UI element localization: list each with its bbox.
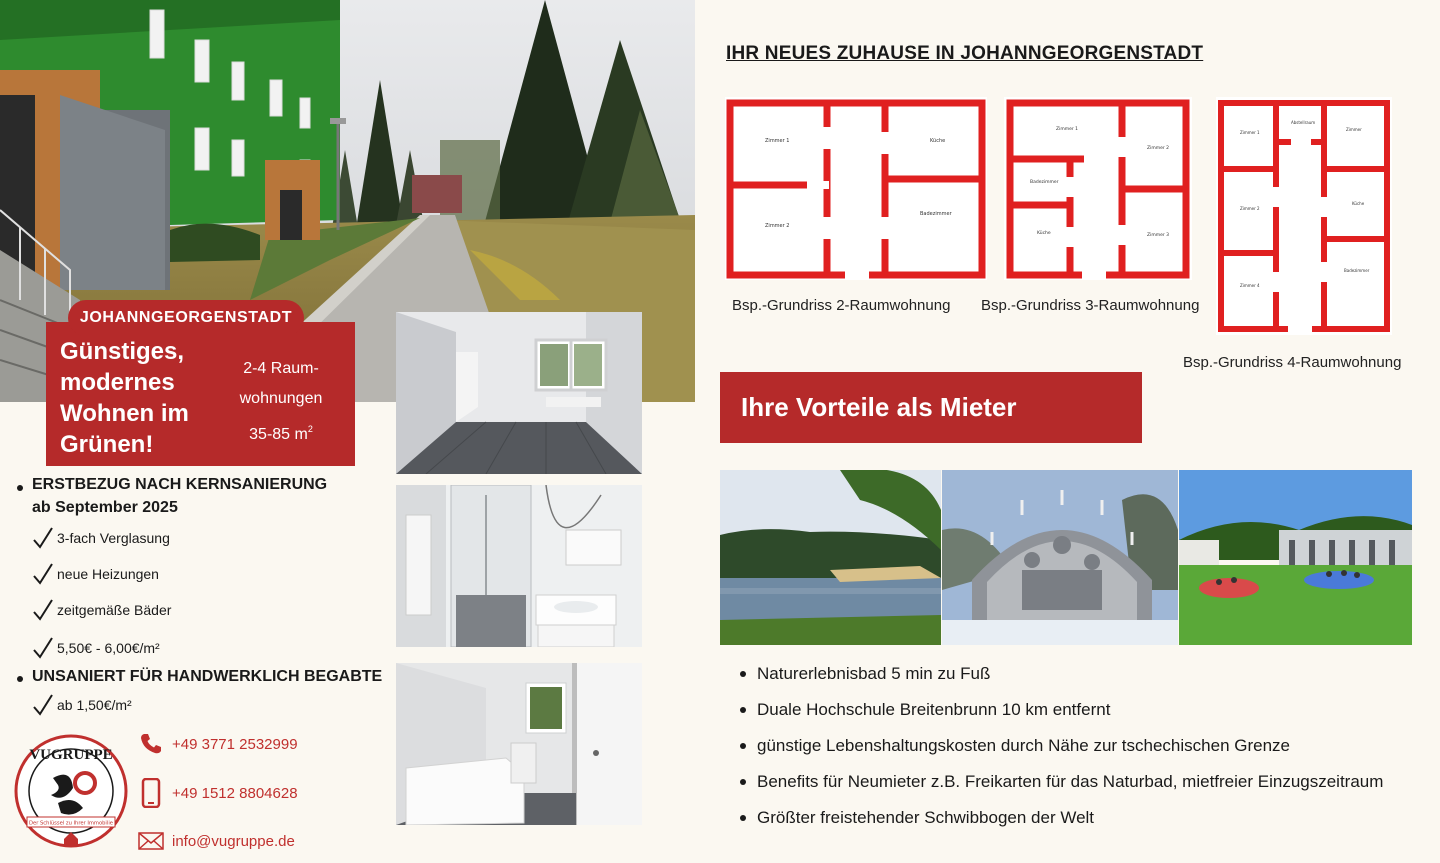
bullet-dot — [740, 743, 746, 749]
lake-photo — [720, 470, 941, 645]
feature-item: zeitgemäße Bäder — [32, 597, 171, 623]
mail-icon — [138, 828, 164, 854]
contact-email[interactable]: info@vugruppe.de — [138, 826, 295, 856]
offer-heading-unrenovated: UNSANIERT FÜR HANDWERKLICH BEGABTE — [32, 668, 383, 685]
size-range: 35-85 $m^2$ — [249, 424, 313, 443]
svg-text:Zimmer 4: Zimmer 4 — [1240, 283, 1260, 288]
svg-text:Küche: Küche — [1037, 231, 1051, 236]
mobile-phone-icon — [138, 780, 164, 806]
bullet-dot — [740, 707, 746, 713]
svg-text:Küche: Küche — [930, 138, 946, 144]
floorplan-4-rooms — [1216, 97, 1392, 335]
checkmark-icon — [32, 636, 54, 660]
checkmark-icon — [32, 526, 54, 550]
checkmark-icon — [32, 693, 54, 717]
bullet-dot — [17, 485, 23, 491]
hero-info-box — [46, 322, 355, 466]
svg-text:Zimmer 1: Zimmer 1 — [1056, 127, 1079, 132]
svg-text:Zimmer 2: Zimmer 2 — [1240, 206, 1260, 211]
company-logo — [13, 733, 129, 849]
bullet-dot — [740, 671, 746, 677]
hero-apartment-info — [222, 354, 340, 450]
floorplan-caption: Bsp.-Grundriss 2-Raumwohnung — [732, 297, 951, 314]
svg-text:Zimmer 2: Zimmer 2 — [1147, 146, 1170, 151]
advantage-item: Größter freistehender Schwibbogen der Welt — [740, 805, 1094, 831]
offer-heading-renovated: ERSTBEZUG NACH KERNSANIERUNG — [32, 476, 328, 493]
svg-text:Abstellraum: Abstellraum — [1291, 120, 1316, 125]
advantages-heading: Ihre Vorteile als Mieter — [720, 372, 1142, 443]
svg-text:Zimmer 2: Zimmer 2 — [765, 223, 790, 229]
feature-item: 5,50€ - 6,00€/m² — [32, 635, 160, 661]
room-photo-bathroom — [396, 485, 642, 647]
contact-phone[interactable]: +49 3771 2532999 — [138, 729, 298, 759]
offer-subheading-date: ab September 2025 — [32, 499, 178, 516]
svg-text:Küche: Küche — [1352, 201, 1365, 206]
advantage-item: Benefits für Neumieter z.B. Freikarten für das Naturbad, mietfreier Einzugszeitraum — [740, 769, 1383, 795]
svg-text:Zimmer 1: Zimmer 1 — [765, 138, 790, 144]
checkmark-icon — [32, 598, 54, 622]
contact-mobile[interactable]: +49 1512 8804628 — [138, 778, 298, 808]
advantage-item: Naturerlebnisbad 5 min zu Fuß — [740, 661, 990, 687]
campus-photo — [1179, 470, 1412, 645]
svg-text:Zimmer: Zimmer — [1346, 127, 1362, 132]
svg-text:VUGRUPPE: VUGRUPPE — [29, 747, 113, 763]
checkmark-icon — [32, 562, 54, 586]
apartment-types: 2-4 Raum-wohnungen — [239, 360, 323, 407]
bullet-dot — [740, 815, 746, 821]
floorplan-caption: Bsp.-Grundriss 4-Raumwohnung — [1183, 354, 1402, 371]
hero-title: Günstiges, modernes Wohnen im Grünen! — [60, 338, 189, 458]
floorplan-3-rooms — [1004, 97, 1192, 280]
floorplan-2-rooms — [725, 97, 987, 280]
svg-text:Badezimmer: Badezimmer — [1344, 268, 1370, 273]
svg-text:Der Schlüssel zu Ihrer Immobil: Der Schlüssel zu Ihrer Immobilie — [29, 820, 113, 827]
feature-item: ab 1,50€/m² — [32, 692, 132, 718]
floorplan-caption: Bsp.-Grundriss 3-Raumwohnung — [981, 297, 1200, 314]
phone-icon — [138, 731, 164, 757]
bullet-dot — [17, 676, 23, 682]
svg-text:Zimmer 1: Zimmer 1 — [1240, 130, 1260, 135]
schwibbogen-photo — [942, 470, 1178, 645]
city-label: JOHANNGEORGENSTADT — [68, 300, 304, 336]
advantage-item: günstige Lebenshaltungskosten durch Nähe zur tschechischen Grenze — [740, 733, 1290, 759]
feature-item: 3-fach Verglasung — [32, 525, 170, 551]
room-photo-living — [396, 312, 642, 474]
room-photo-bathtub — [396, 663, 642, 825]
floorplans-heading: IHR NEUES ZUHAUSE IN JOHANNGEORGENSTADT — [726, 43, 1204, 64]
svg-text:Badezimmer: Badezimmer — [1030, 180, 1059, 185]
svg-text:Zimmer 3: Zimmer 3 — [1147, 233, 1170, 238]
bullet-dot — [740, 779, 746, 785]
advantage-item: Duale Hochschule Breitenbrunn 10 km entfernt — [740, 697, 1110, 723]
svg-text:Badezimmer: Badezimmer — [920, 211, 952, 217]
feature-item: neue Heizungen — [32, 561, 159, 587]
